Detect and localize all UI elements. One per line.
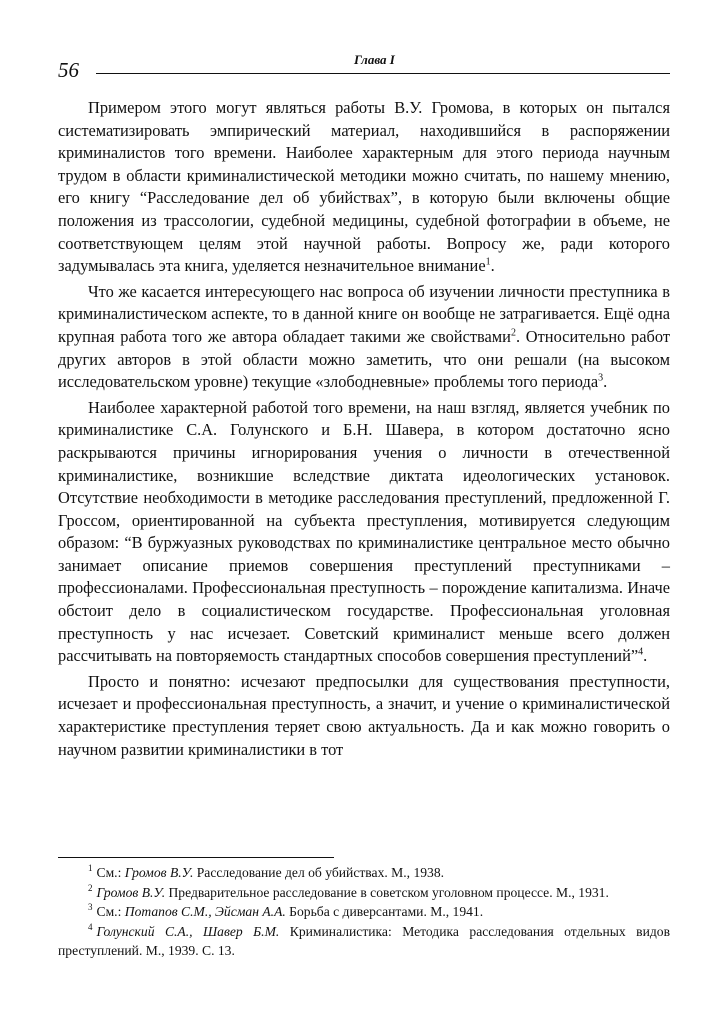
- footnote-prefix: См.:: [96, 865, 125, 880]
- paragraph-1-text-end: .: [490, 256, 495, 276]
- page-number: 56: [58, 58, 79, 82]
- paragraph-1-text: Примером этого могут являться работы В.У. Громова, в которых он пытался систематизировать эмпирический материал, находившийся в распоряжении криминалистов того времени. Наиболее характерным для этого периода научным трудом в области криминалистической методики можно считать, по нашему мнению, его книгу “Расследование дел об убийствах”, в которую были включены общие положения из трассологии, судебной медицины, судебной фотографии в объеме, не соответствующем целям этой научной работы. Вопросу же, ради которого задумывалась эта книга, уделяется незначительное внимание: [58, 98, 670, 276]
- footnote-ref-2[interactable]: 2: [510, 327, 516, 339]
- footnote-ref-3[interactable]: 3: [598, 372, 604, 384]
- running-title: Глава I: [354, 52, 395, 67]
- page-header: [58, 52, 670, 82]
- paragraph-3-text-end: .: [643, 646, 648, 666]
- footnote-text: Криминалистика: Методика расследования отдельных видов преступлений. М., 1939. С. 13.: [58, 923, 670, 958]
- footnote-2: [58, 883, 670, 903]
- header-rule: [96, 73, 670, 74]
- footnote-text: Расследование дел об убийствах. М., 1938.: [193, 865, 445, 880]
- footnotes: [58, 863, 670, 961]
- paragraph-4: [58, 671, 670, 761]
- paragraph-2-text: Что же касается интересующего нас вопроса об изучении личности преступника в криминалистическом аспекте, то в данной книге он вообще не затрагивается. Ещё одна крупная работа того же автора обладает такими же свойствами: [58, 281, 670, 346]
- paragraph-3: [58, 397, 670, 668]
- paragraph-1: [58, 97, 670, 278]
- footnote-separator: [58, 857, 334, 858]
- footnote-prefix: См.:: [96, 904, 125, 919]
- paragraph-3-text: Наиболее характерной работой того времени, на наш взгляд, является учебник по криминалистике С.А. Голунского и Б.Н. Шавера, в котором достаточно ясно раскрываются причины игнорирования учения о личности в отечественной криминалистике, возникшие вследствие диктата идеологических установок. Отсутствие необходимости в методике расследования преступлений, предложенной Г. Гроссом, ориентированной на субъекта преступления, мотивируется следующим образом: “В буржуазных руководствах по криминалистике центральное место обычно занимает описание приемов совершения преступлений преступниками – профессионалами. Профессиональная преступность – порождение капитализма. Иначе обстоит дело в социалистическом государстве. Профессиональная уголовная преступность у нас исчезает. Советский криминалист меньше всего должен рассчитывать на повторяемость стандартных способов совершения преступлений”: [58, 397, 670, 666]
- paragraph-2-text-end: .: [603, 372, 608, 392]
- footnote-author: Потапов С.М., Эйсман А.А.: [124, 904, 286, 919]
- footnote-1: [58, 863, 670, 883]
- footnote-ref-1[interactable]: 1: [485, 256, 491, 268]
- footnote-ref-4[interactable]: 4: [638, 646, 644, 658]
- footnote-mark: 3: [88, 902, 93, 913]
- paragraph-2-text-cont: . Относительно работ других авторов в этой области можно заметить, что они решали (на высоком исследовательском уровне) текущие «злободневные» проблемы того периода: [58, 326, 670, 392]
- footnote-mark: 4: [88, 921, 93, 932]
- footnote-4: [58, 922, 670, 961]
- footnote-text: Борьба с диверсантами. М., 1941.: [285, 904, 484, 919]
- paragraph-2: [58, 281, 670, 394]
- footnote-mark: 2: [88, 882, 93, 893]
- footnote-3: [58, 902, 670, 922]
- body-text: [58, 97, 670, 761]
- footnote-text: Предварительное расследование в советском уголовном процессе. М., 1931.: [165, 884, 609, 900]
- footnote-author: Громов В.У.: [124, 865, 194, 880]
- footnote-author: Голунский С.А., Шавер Б.М.: [96, 923, 280, 939]
- paragraph-4-text: Просто и понятно: исчезают предпосылки для существования преступности, исчезает и профессиональная преступность, а значит, и учение о криминалистической характеристике преступления теряет свою актуальность. Да и как можно говорить о научном развитии криминалистики в тот: [58, 671, 670, 759]
- footnote-author: Громов В.У.: [96, 884, 166, 900]
- footnote-mark: 1: [88, 863, 93, 874]
